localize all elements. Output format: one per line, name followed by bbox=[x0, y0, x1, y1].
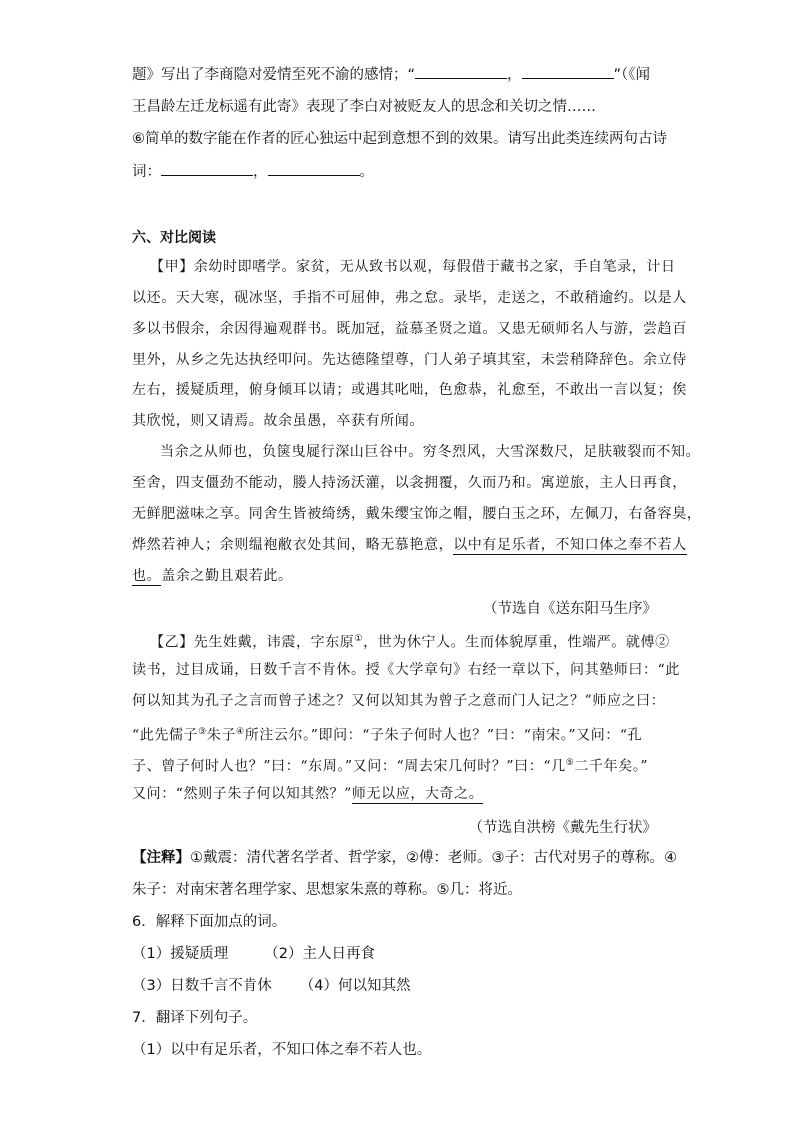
text: 所注云尔。”即问：“子朱子何时人也？”曰：“南宋。”又问：“孔 bbox=[244, 727, 643, 744]
yi-line bbox=[150, 629, 670, 653]
text: 朱子 bbox=[206, 727, 237, 744]
text: ”（《闻 bbox=[613, 67, 651, 83]
text: 二千年矣。” bbox=[574, 758, 649, 775]
question-item: （3）日数千言不肯休 bbox=[132, 978, 272, 994]
answer-blank[interactable] bbox=[415, 64, 507, 79]
text: ， bbox=[507, 67, 522, 83]
question-item: （4）何以知其然 bbox=[299, 978, 411, 994]
jia-line: 其欣悦，则又请焉。故余虽愚，卒获有所闻。 bbox=[132, 413, 424, 429]
fill-line-1 bbox=[132, 64, 650, 85]
question-item: （2）主人日再食 bbox=[264, 946, 375, 962]
text: 子、曾子何时人也？”曰：“东周。”又问：“周去宋几何时？”曰：“几 bbox=[132, 758, 566, 775]
note-mark: ⑤ bbox=[565, 758, 575, 768]
text: ①戴震：清代著名学者、哲学家，②傅：老师。③子：古代对男子的尊称。④ bbox=[190, 850, 677, 866]
question-item: （1）援疑质理 bbox=[132, 946, 229, 962]
jia-line: 至舍，四支僵劲不能动，媵人持汤沃灌，以衾拥覆，久而乃和。寓逆旅，主人日再食， bbox=[132, 475, 687, 491]
question-6: 6．解释下面加点的词。 bbox=[132, 914, 287, 930]
text: ， bbox=[253, 164, 268, 180]
question-6-items bbox=[132, 976, 410, 996]
jia-line: 多以书假余，余因得遍观群书。既加冠，益慕圣贤之道。又患无硕师名人与游，尝趋百 bbox=[132, 321, 687, 337]
underlined-sentence: 以中有足乐者，不知口体之奉不若人 bbox=[453, 537, 687, 553]
text: 又问：“然则子朱子何以知其然？” bbox=[132, 786, 352, 802]
note-mark: ③ bbox=[198, 727, 207, 737]
answer-blank[interactable] bbox=[161, 161, 253, 176]
note-mark: ④ bbox=[236, 727, 245, 737]
answer-blank[interactable] bbox=[268, 161, 360, 176]
jia-line: 【甲】余幼时即嗜学。家贫，无从致书以观，每假借于藏书之家，手自笔录，计日 bbox=[150, 259, 676, 275]
fill-line-2: 王昌龄左迁龙标遥有此寄》表现了李白对被贬友人的思念和关切之情…… bbox=[132, 99, 596, 115]
yi-line bbox=[132, 784, 483, 804]
jia-line: 里外，从乡之先达执经叩问。先达德隆望尊，门人弟子填其室，未尝稍降辞色。余立侍 bbox=[132, 352, 687, 368]
underlined-sentence: 师无以应，大奇之。 bbox=[351, 786, 484, 802]
jia-line: 左右，援疑质理，俯身倾耳以请；或遇其叱咄，色愈恭，礼愈至，不敢出一言以复；俟 bbox=[132, 382, 687, 398]
yi-line bbox=[132, 753, 648, 777]
text: “此先儒子 bbox=[132, 727, 199, 744]
fill-line-4 bbox=[132, 161, 374, 182]
yi-source: （节选自洪榜《戴先生行状》 bbox=[468, 820, 657, 836]
question-7: 7．翻译下列句子。 bbox=[132, 1010, 258, 1026]
answer-blank[interactable] bbox=[522, 64, 614, 79]
yi-line: 何以知其为孔子之言而曾子述之？又何以知其为曾子之意而门人记之？”师应之曰： bbox=[132, 693, 666, 709]
note-mark: ② bbox=[655, 634, 670, 651]
text: ，世为休宁人。生而体貌厚重，性端严。就傅 bbox=[363, 634, 656, 651]
notes-label: 【注释】 bbox=[132, 850, 190, 866]
question-7-item: （1）以中有足乐者，不知口体之奉不若人也。 bbox=[132, 1042, 432, 1058]
text: 词： bbox=[132, 164, 161, 180]
note-mark: ① bbox=[354, 634, 364, 644]
section-title: 六、对比阅读 bbox=[132, 230, 216, 246]
text: 。 bbox=[359, 164, 374, 180]
jia-line: 以还。天大寒，砚冰坚，手指不可屈伸，弗之怠。录毕，走送之，不敢稍逾约。以是人 bbox=[132, 290, 687, 306]
jia-line: 当余之从师也，负箧曳屣行深山巨谷中。穷冬烈风，大雪深数尺，足肤皲裂而不知。 bbox=[160, 444, 701, 460]
text: 烨然若神人；余则缊袍敝衣处其间，略无慕艳意， bbox=[132, 537, 454, 553]
underlined-sentence: 也。 bbox=[132, 568, 162, 584]
yi-line bbox=[132, 722, 642, 746]
yi-line: 读书，过目成诵，日数千言不肯休。授《大学章句》右经一章以下，问其塾师曰：“此 bbox=[132, 662, 680, 678]
text: 题》写出了李商隐对爱情至死不渝的感情；“ bbox=[132, 67, 416, 83]
text: 盖余之勤且艰若此。 bbox=[161, 568, 293, 584]
notes-line bbox=[132, 848, 677, 868]
text: 【乙】先生姓戴，讳震，字东原 bbox=[150, 634, 355, 651]
question-line-6: ⑥简单的数字能在作者的匠心独运中起到意想不到的效果。请写出此类连续两句古诗 bbox=[132, 131, 667, 147]
jia-source: （节选自《送东阳马生序》 bbox=[483, 601, 657, 617]
jia-line bbox=[132, 566, 293, 586]
notes-line: 朱子：对南宋著名理学家、思想家朱熹的尊称。⑤几：将近。 bbox=[132, 882, 522, 898]
jia-line bbox=[132, 535, 687, 555]
question-6-items bbox=[132, 944, 375, 964]
jia-line: 无鲜肥滋味之享。同舍生皆被绮绣，戴朱缨宝饰之帽，腰白玉之环，左佩刀，右备容臭， bbox=[132, 506, 702, 522]
